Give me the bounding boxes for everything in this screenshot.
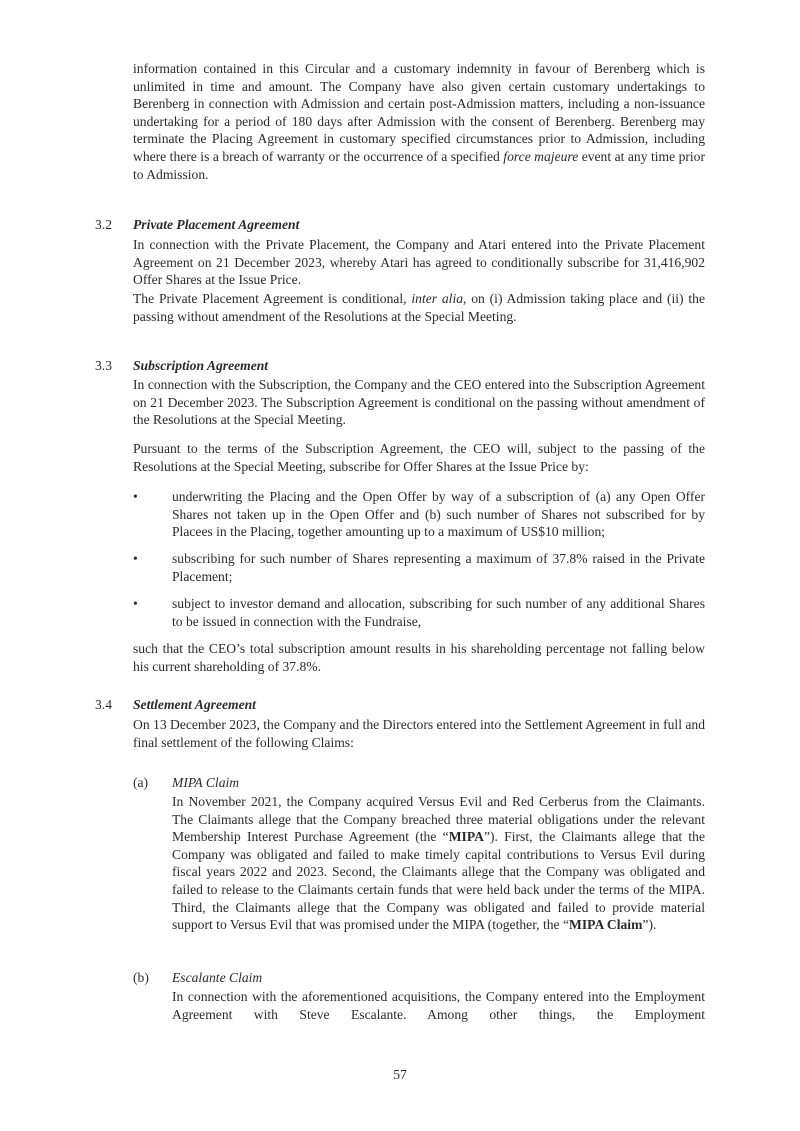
bullet-icon: • <box>133 551 138 566</box>
intro-paragraph: information contained in this Circular and a customary indemnity in favour of Berenberg which is unlimited in time and amount. The Company have also given certain customary undertakings to Berenberg in connection with Admission and certain post-Admission matters, including a non-issuance undertaking for a period of 180 days after Admission with the consent of Berenberg. Berenberg may terminate the Placing Agreement in customary specified circumstances prior to Admission, including where there is a breach of warranty or the occurrence of a specified force majeure event at any time prior to Admission. <box>133 61 705 182</box>
subscription-paragraph-1: In connection with the Subscription, the Company and the CEO entered into the Subscription Agreement on 21 December 2023. The Subscription Agreement is conditional on the passing without amendment of the Resolutions at the Special Meeting. <box>133 377 705 428</box>
section-heading-subscription: Subscription Agreement <box>133 358 269 373</box>
bullet-icon: • <box>133 596 138 611</box>
subscription-closing-paragraph: such that the CEO’s total subscription amount results in his shareholding percentage not falling below his current shareholding of 37.8%. <box>133 641 705 674</box>
subscription-bullet-2: subscribing for such number of Shares representing a maximum of 37.8% raised in the Private Placement; <box>172 551 705 584</box>
page-number: 57 <box>393 1067 407 1082</box>
claim-label-a: (a) <box>133 775 149 790</box>
subscription-bullet-3: subject to investor demand and allocation, subscribing for such number of any additional Shares to be issued in connection with the Fundraise, <box>172 596 705 629</box>
claim-label-b: (b) <box>133 970 149 985</box>
section-heading-settlement: Settlement Agreement <box>133 697 256 712</box>
section-number-3-4: 3.4 <box>95 697 112 712</box>
settlement-paragraph: On 13 December 2023, the Company and the Directors entered into the Settlement Agreement in full and final settlement of the following Claims: <box>133 717 705 750</box>
claim-title-mipa: MIPA Claim <box>172 775 240 790</box>
private-placement-conditional-paragraph: The Private Placement Agreement is conditional, inter alia, on (i) Admission taking place and (ii) the passing without amendment of the Resolutions at the Special Meeting. <box>133 291 705 324</box>
claim-text-mipa: In November 2021, the Company acquired Versus Evil and Red Cerberus from the Claimants. The Claimants allege that the Company breached three material obligations under the relevant Membership Interest Purchase Agreement (the “MIPA”). First, the Claimants allege that the Company was obligated and failed to make timely capital contributions to Versus Evil during fiscal years 2022 and 2023. Second, the Claimants allege that the Company was obligated and failed to release to the Claimants certain funds that were held back under the terms of the MIPA. Third, the Claimants allege that the Company was obligated and failed to provide material support to Versus Evil that was promised under the MIPA (together, the “MIPA Claim”). <box>172 794 706 933</box>
bullet-icon: • <box>133 489 138 504</box>
subscription-bullet-1: underwriting the Placing and the Open Offer by way of a subscription of (a) any Open Offer Shares not taken up in the Open Offer and (b) such number of Shares not subscribed for by Placees in the Placing, together amounting up to a maximum of US$10 million; <box>172 489 705 540</box>
claim-text-escalante: In connection with the aforementioned acquisitions, the Company entered into the Employment Agreement with Steve Escalante. Among other things, the Employment <box>172 989 705 1022</box>
private-placement-paragraph: In connection with the Private Placement, the Company and Atari entered into the Private Placement Agreement on 21 December 2023, whereby Atari has agreed to conditionally subscribe for 31,416,902 Offer Shares at the Issue Price. <box>133 237 705 288</box>
claim-title-escalante: Escalante Claim <box>172 970 263 985</box>
section-heading-private-placement: Private Placement Agreement <box>133 217 300 232</box>
section-number-3-3: 3.3 <box>95 358 112 373</box>
subscription-paragraph-2: Pursuant to the terms of the Subscription Agreement, the CEO will, subject to the passing of the Resolutions at the Special Meeting, subscribe for Offer Shares at the Issue Price by: <box>133 441 705 474</box>
section-number-3-2: 3.2 <box>95 217 112 232</box>
